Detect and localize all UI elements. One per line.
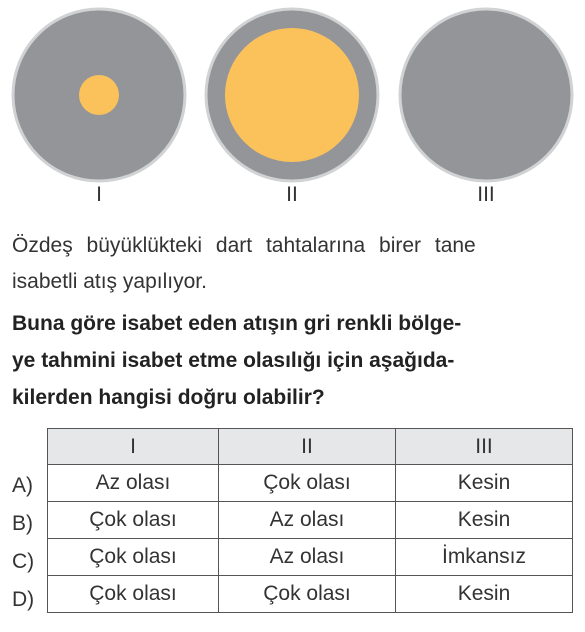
cell-b-1: Çok olası [48, 502, 219, 539]
option-c-label[interactable]: C) [12, 550, 35, 573]
table-row-a [48, 465, 573, 502]
stem-line-2: isabetli atış yapılıyor. [12, 270, 207, 293]
table-header-row [48, 429, 573, 465]
header-cell-3: III [396, 429, 573, 465]
cell-a-2: Çok olası [219, 465, 396, 502]
cell-a-1: Az olası [48, 465, 219, 502]
dart-board-3 [400, 9, 572, 181]
prompt-line-1: Buna göre isabet eden atışın gri renkli bölge- [12, 312, 462, 335]
table-row-b [48, 502, 573, 539]
cell-a-3: Kesin [396, 465, 573, 502]
cell-b-2: Az olası [219, 502, 396, 539]
dart-board-2 [206, 9, 378, 181]
prompt-line-2: ye tahmini isabet etme olasılığı için aşağıda- [12, 349, 455, 372]
cell-d-2: Çok olası [219, 576, 396, 613]
cell-d-1: Çok olası [48, 576, 219, 613]
table-row-d [48, 576, 573, 613]
question-stem [12, 228, 578, 300]
answer-table [47, 428, 573, 613]
cell-d-3: Kesin [396, 576, 573, 613]
option-b-label[interactable]: B) [12, 512, 33, 535]
cell-c-3: İmkansız [396, 539, 573, 576]
question-prompt [12, 305, 578, 416]
dart-board-1 [13, 9, 185, 181]
board-label-3: III [477, 183, 495, 206]
cell-c-2: Az olası [219, 539, 396, 576]
board-label-2: II [286, 183, 298, 206]
table-row-c [48, 539, 573, 576]
cell-b-3: Kesin [396, 502, 573, 539]
yellow-zone-2 [225, 28, 359, 162]
header-cell-2: II [219, 429, 396, 465]
board-label-1: I [96, 183, 102, 206]
stem-line-1: Özdeş büyüklükteki dart tahtalarına birer tane [12, 234, 476, 257]
header-cell-1: I [48, 429, 219, 465]
option-a-label[interactable]: A) [12, 474, 33, 497]
yellow-zone-1 [79, 75, 119, 115]
option-d-label[interactable]: D) [12, 588, 35, 611]
prompt-line-3: kilerden hangisi doğru olabilir? [12, 386, 325, 409]
cell-c-1: Çok olası [48, 539, 219, 576]
dart-boards-figure [0, 0, 585, 190]
